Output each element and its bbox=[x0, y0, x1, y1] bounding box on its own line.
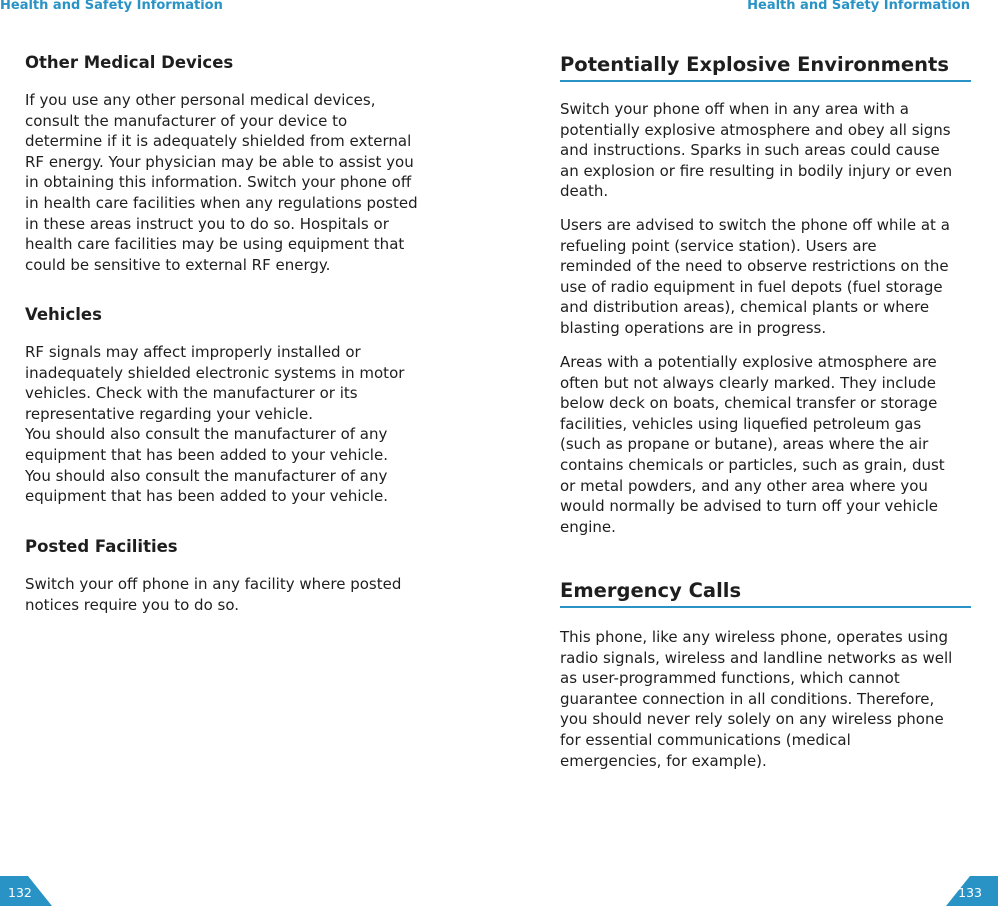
running-head-right: Health and Safety Information bbox=[747, 0, 970, 13]
paragraph-posted-facilities: Switch your off phone in any facility where posted notices require you to do so. bbox=[25, 575, 402, 614]
paragraph-explosive-3: Areas with a potentially explosive atmosphere are often but not always clearly marked. They include below deck on boats, chemical transfer or storage facilities, vehicles using liquefied petroleum gas (such as propane or butane), areas where the air contains chemicals or particles, such as grain, dust or metal powders, and any other area where you would normally be advised to turn off your vehicle engine. bbox=[560, 353, 945, 536]
paragraph-other-medical-devices: If you use any other personal medical devices, consult the manufacturer of your device to determine if it is adequately shielded from external RF energy. Your physician may be able to assist you in obtaining this information. Switch your phone off in health care facilities when any regulations posted in these areas instruct you to do so. Hospitals or health care facilities may be using equipment that could be sensitive to external RF energy. bbox=[25, 91, 418, 274]
paragraph-explosive-1: Switch your phone off when in any area with a potentially explosive atmosphere and obey all signs and instructions. Sparks in such areas could cause an explosion or fire resulting in bodily injury or even death. bbox=[560, 100, 953, 201]
heading-vehicles: Vehicles bbox=[25, 305, 102, 324]
running-head-left: Health and Safety Information bbox=[0, 0, 223, 13]
page-number-left: 132 bbox=[8, 885, 32, 900]
heading-other-medical-devices: Other Medical Devices bbox=[25, 53, 234, 72]
heading-emergency-calls: Emergency Calls bbox=[560, 579, 971, 608]
paragraph-emergency-calls: This phone, like any wireless phone, operates using radio signals, wireless and landline networks as well as user-programmed functions, which cannot guarantee connection in all conditions. Therefore, you should never rely solely on any wireless phone for essential communications (medical emergencies, for example). bbox=[560, 628, 953, 770]
heading-posted-facilities: Posted Facilities bbox=[25, 537, 178, 556]
heading-potentially-explosive-environments: Potentially Explosive Environments bbox=[560, 53, 971, 82]
page-number-right: 133 bbox=[958, 885, 982, 900]
paragraph-explosive-2: Users are advised to switch the phone off while at a refueling point (service station). Users are reminded of the need to observe restrictions on the use of radio equipment in fuel depots (fuel storage and distribution areas), chemical plants or where blasting operations are in progress. bbox=[560, 216, 950, 337]
paragraph-vehicles: RF signals may affect improperly installed or inadequately shielded electronic systems in motor vehicles. Check with the manufacturer or its representative regarding your vehicle. You should also consult the manufacturer of any equipment that has been added to your vehicle. You should also consult the manufacturer of any equipment that has been added to your vehicle. bbox=[25, 343, 405, 506]
